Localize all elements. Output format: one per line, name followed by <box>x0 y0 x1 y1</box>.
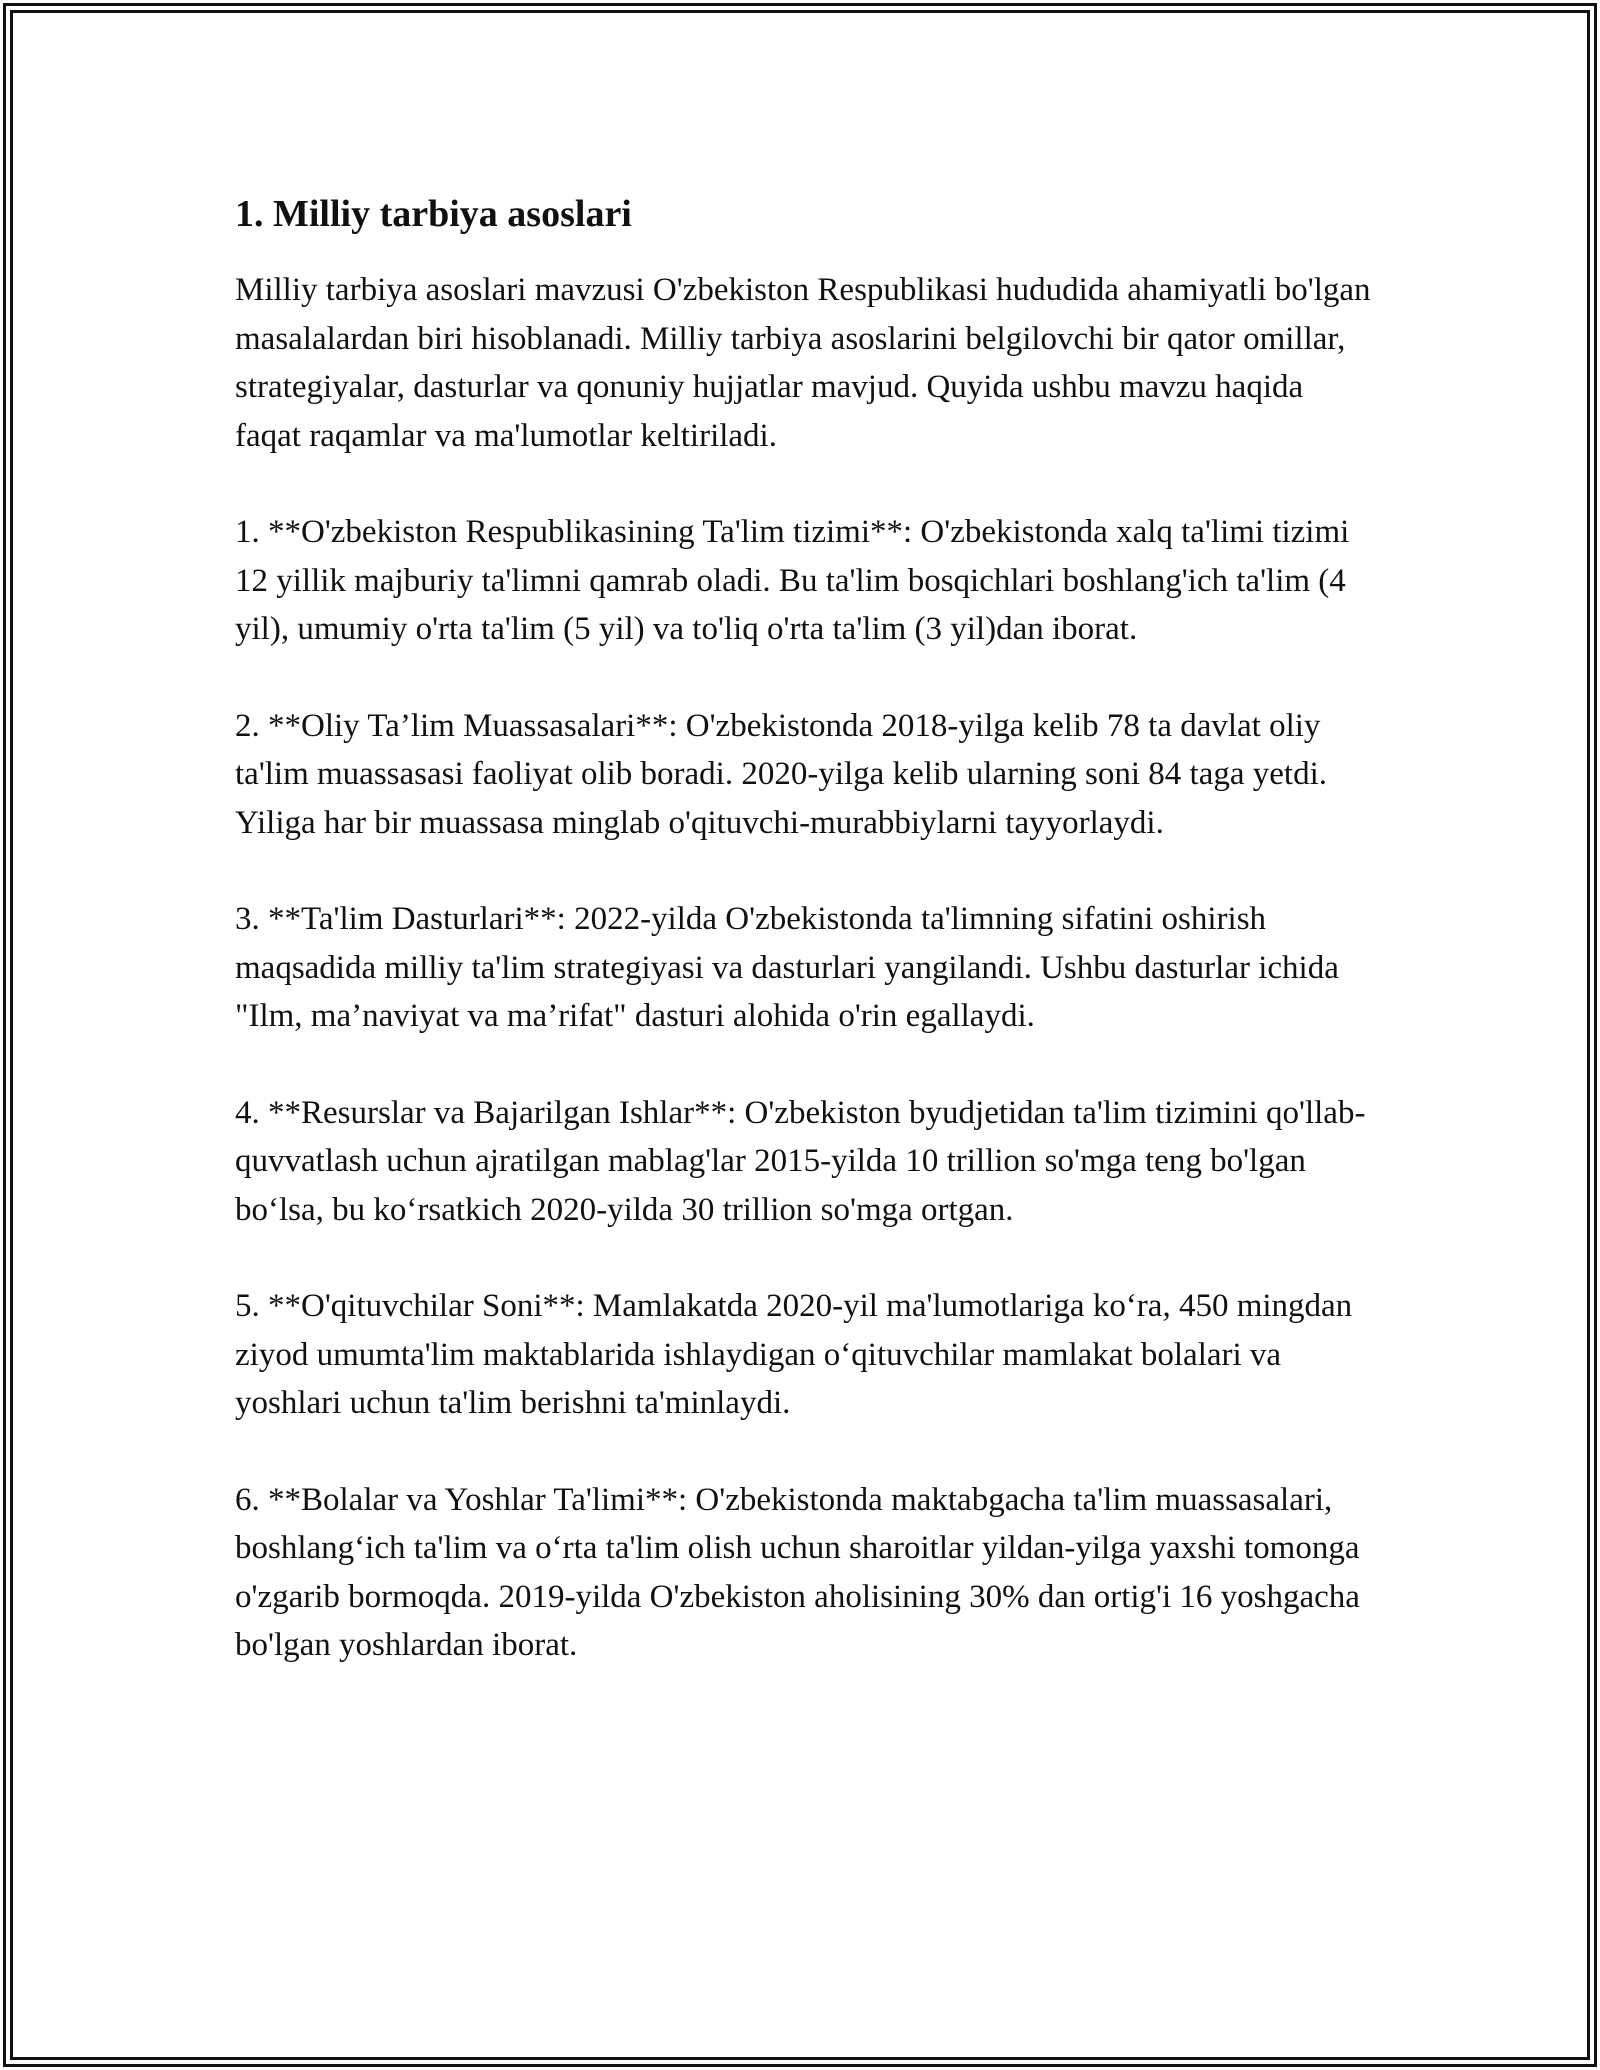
document-body <box>235 188 1375 1718</box>
document-title: 1. Milliy tarbiya asoslari <box>235 193 632 235</box>
list-item-6: 6. **Bolalar va Yoshlar Ta'limi**: O'zbekistonda maktabgacha ta'lim muassasalari, boshlang‘ich ta'lim va o‘rta ta'lim olish uchun sharoitlar yildan-yilga yaxshi tomonga o'zgarib bormoqda. 2019-yilda O'zbekiston aholisining 30% dan ortig'i 16 yoshgacha bo'lgan yoshlardan iborat. <box>235 1481 1360 1663</box>
list-item-5: 5. **O'qituvchilar Soni**: Mamlakatda 2020-yil ma'lumotlariga ko‘ra, 450 mingdan ziyod umumta'lim maktablarida ishlaydigan o‘qituvchilar mamlakat bolalari va yoshlari uchun ta'lim berishni ta'minlaydi. <box>235 1288 1353 1421</box>
list-item-1: 1. **O'zbekiston Respublikasining Ta'lim tizimi**: O'zbekistonda xalq ta'limi tizimi 12 yillik majburiy ta'limni qamrab oladi. Bu ta'lim bosqichlari boshlang'ich ta'lim (4 yil), umumiy o'rta ta'lim (5 yil) va to'liq o'rta ta'lim (3 yil)dan iborat. <box>235 514 1350 647</box>
list-item-3: 3. **Ta'lim Dasturlari**: 2022-yilda O'zbekistonda ta'limning sifatini oshirish maqsadida milliy ta'lim strategiyasi va dasturlari yangilandi. Ushbu dasturlar ichida "Ilm, ma’naviyat va ma’rifat" dasturi alohida o'rin egallaydi. <box>235 901 1339 1034</box>
list-item-4: 4. **Resurslar va Bajarilgan Ishlar**: O'zbekiston byudjetidan ta'lim tizimini qo'llab-quvvatlash uchun ajratilgan mablag'lar 2015-yilda 10 trillion so'mga teng bo'lgan bo‘lsa, bu ko‘rsatkich 2020-yilda 30 trillion so'mga ortgan. <box>235 1094 1366 1228</box>
intro-paragraph: Milliy tarbiya asoslari mavzusi O'zbekiston Respublikasi hududida ahamiyatli bo'lgan masalalardan biri hisoblanadi. Milliy tarbiya asoslarini belgilovchi bir qator omillar, strategiyalar, dasturlar va qonuniy hujjatlar mavjud. Quyida ushbu mavzu haqida faqat raqamlar va ma'lumotlar keltiriladi. <box>235 272 1371 454</box>
list-item-2: 2. **Oliy Ta’lim Muassasalari**: O'zbekistonda 2018-yilga kelib 78 ta davlat oliy ta'lim muassasasi faoliyat olib boradi. 2020-yilga kelib ularning soni 84 taga yetdi. Yiliga har bir muassasa minglab o'qituvchi-murabbiylarni tayyorlaydi. <box>235 707 1327 841</box>
